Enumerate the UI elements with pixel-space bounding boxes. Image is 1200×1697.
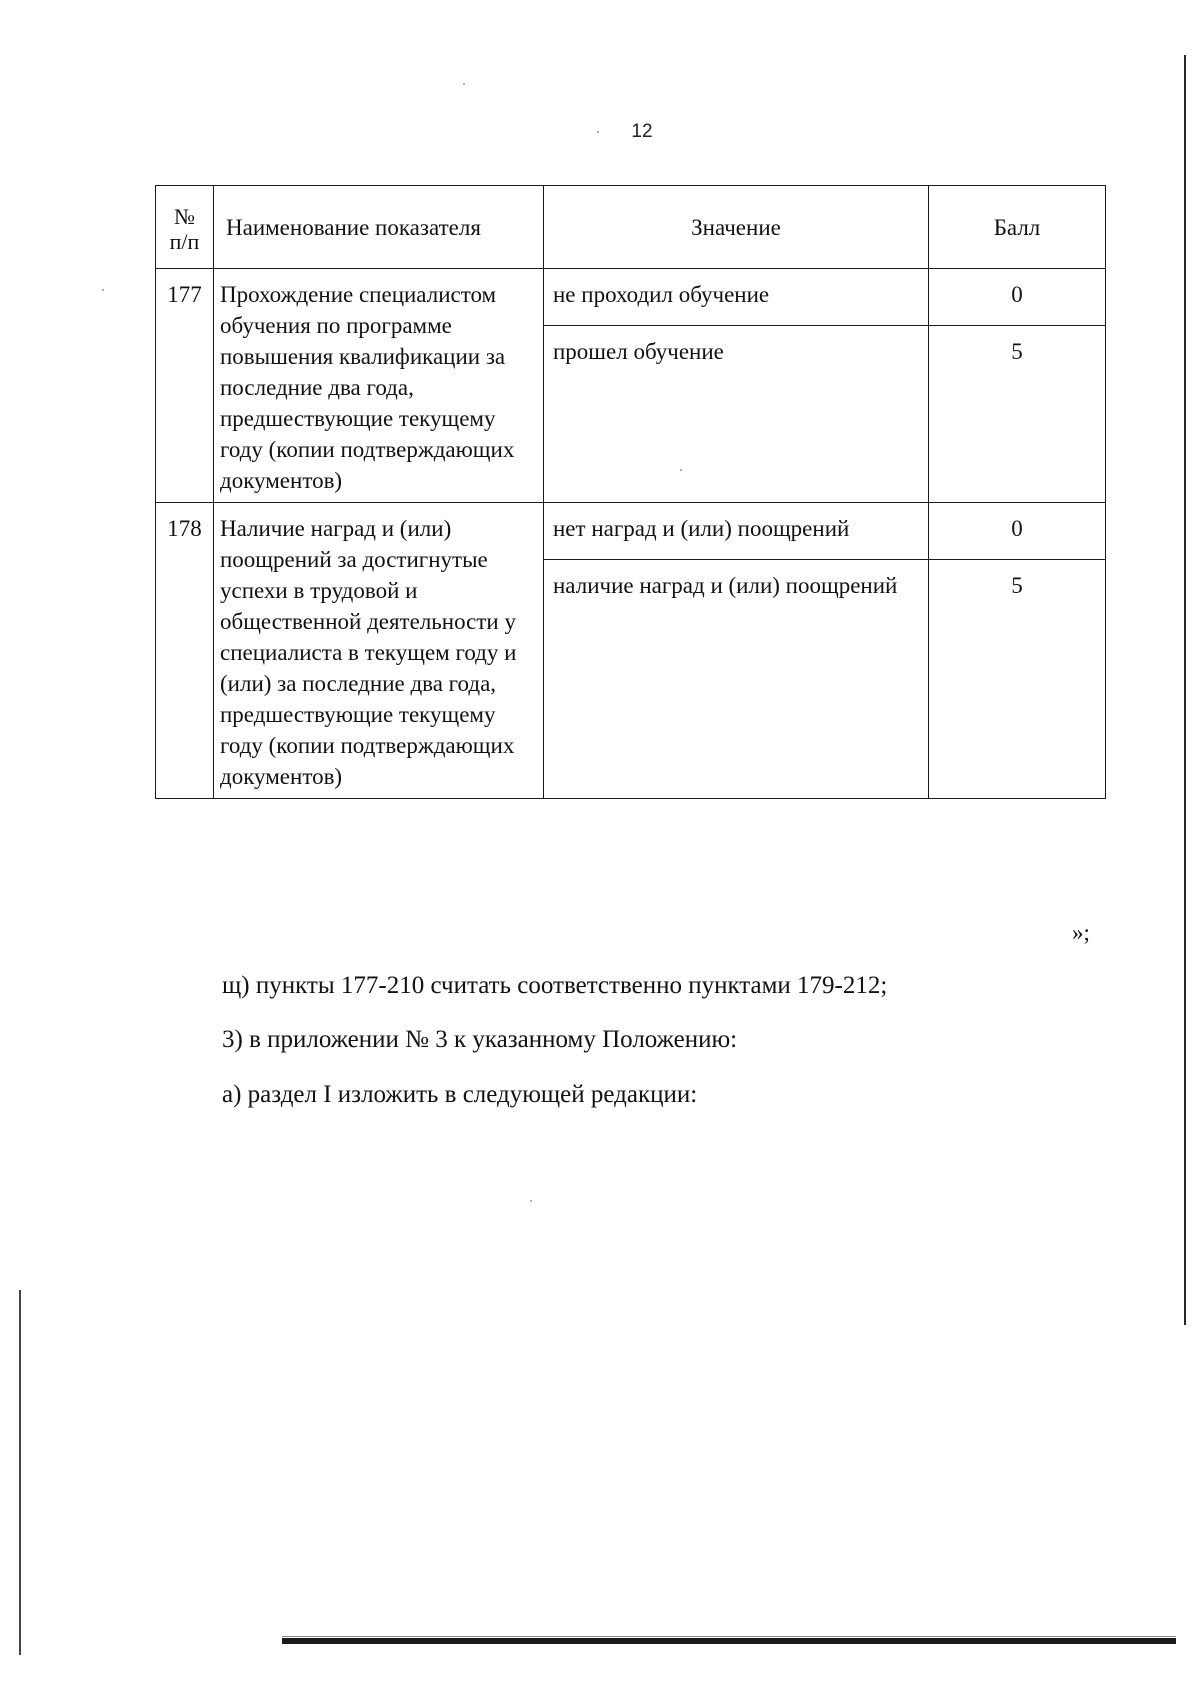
page-number: 12 [631,121,653,142]
option-value: нет наград и (или) поощрений [544,503,929,560]
option-value: прошел обучение [544,326,929,503]
option-value: не проходил обучение [544,269,929,326]
scan-speck [530,1200,532,1202]
indicators-table [155,185,1106,799]
paragraph-appendix: 3) в приложении № 3 к указанному Положению: [222,1026,738,1053]
header-score: Балл [929,186,1106,269]
closing-quote: »; [1072,920,1090,945]
option-score: 0 [929,503,1106,560]
option-value: наличие наград и (или) поощрений [544,560,929,799]
scan-speck [597,131,599,133]
row-number: 177 [156,269,214,503]
row-number: 178 [156,503,214,799]
scan-edge-left [19,1290,21,1655]
table-header-row [156,186,1106,269]
option-score: 5 [929,560,1106,799]
header-value: Значение [544,186,929,269]
indicator-name: Наличие наград и (или) поощрений за достигнутые успехи в трудовой и общественной деятельности у специалиста в текущем году и (или) за последние два года, предшествующие текущему году (копии подтверждающих документов) [214,503,544,799]
paragraph-renumber: щ) пункты 177-210 считать соответственно пунктами 179-212; [222,972,888,999]
scan-speck [463,83,465,85]
scan-edge-right [1184,55,1186,1325]
indicator-name: Прохождение специалистом обучения по программе повышения квалификации за последние два года, предшествующие текущему году (копии подтверждающих документов) [214,269,544,503]
paragraph-section: а) раздел I изложить в следующей редакции: [222,1081,698,1108]
option-score: 5 [929,326,1106,503]
table-row [156,503,1106,560]
header-name: Наименование показателя [214,186,544,269]
header-num: № п/п [156,186,214,269]
scan-speck [102,289,104,291]
scan-edge-bottom [282,1638,1176,1644]
table-row [156,269,1106,326]
scan-edge-bottom-thin [282,1636,1176,1637]
option-score: 0 [929,269,1106,326]
